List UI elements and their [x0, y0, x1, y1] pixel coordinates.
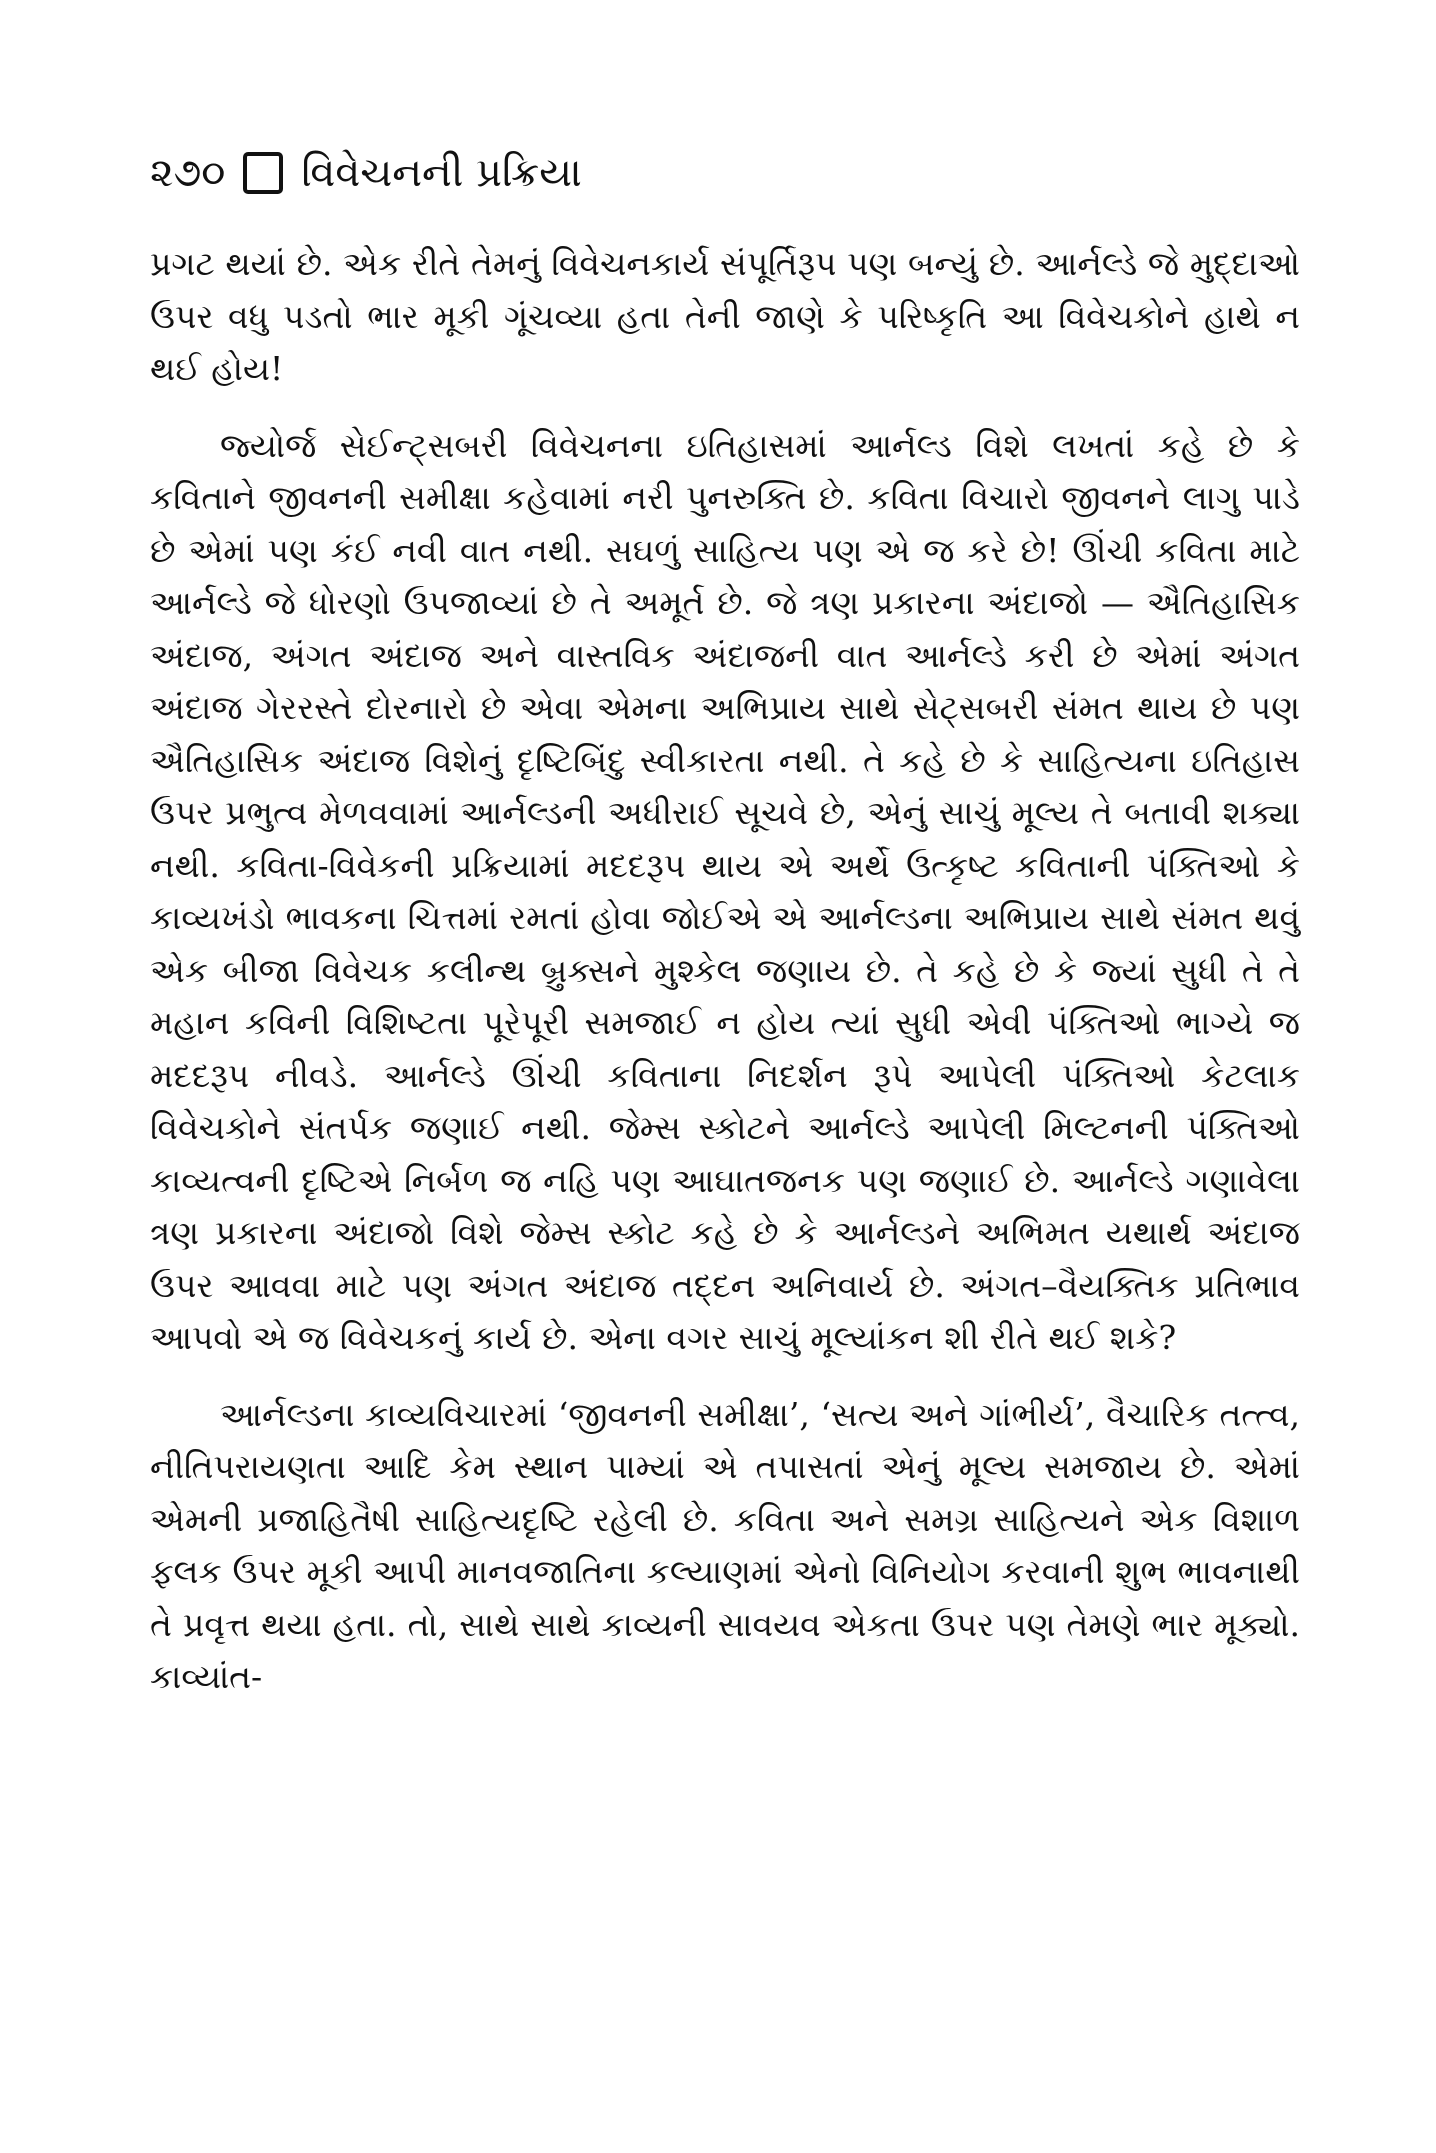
running-header	[150, 152, 582, 194]
page-number: ૨૭૦	[150, 150, 226, 196]
body-text	[150, 238, 1300, 1704]
square-ornament-icon	[243, 152, 283, 194]
running-title: વિવેચનની પ્રક્રિયા	[301, 150, 582, 196]
paragraph-saintsbury: જ્યોર્જ સેઈન્ટ્સબરી વિવેચનના ઇતિહાસમાં આર્નલ્ડ વિશે લખતાં કહે છે કે કવિતાને જીવનની સમીક્ષા કહેવામાં નરી પુનરુક્તિ છે. કવિતા વિચારો જીવનને લાગુ પાડે છે એમાં પણ કંઈ નવી વાત નથી. સઘળું સાહિત્ય પણ એ જ કરે છે! ઊંચી કવિતા માટે આર્નલ્ડે જે ધોરણો ઉપજાવ્યાં છે તે અમૂર્ત છે. જે ત્રણ પ્રકારના અંદાજો — ઐતિહાસિક અંદાજ, અંગત અંદાજ અને વાસ્તવિક અંદાજની વાત આર્નલ્ડે કરી છે એમાં અંગત અંદાજ ગેરરસ્તે દોરનારો છે એવા એમના અભિપ્રાય સાથે સેટ્સબરી સંમત થાય છે પણ ઐતિહાસિક અંદાજ વિશેનું દૃષ્ટિબિંદુ સ્વીકારતા નથી. તે કહે છે કે સાહિત્યના ઇતિહાસ ઉપર પ્રભુત્વ મેળવવામાં આર્નલ્ડની અધીરાઈ સૂચવે છે, એનું સાચું મૂલ્ય તે બતાવી શક્યા નથી. કવિતા-વિવેકની પ્રક્રિયામાં મદદરૂપ થાય એ અર્થે ઉત્કૃષ્ટ કવિતાની પંક્તિઓ કે કાવ્યખંડો ભાવકના ચિત્તમાં રમતાં હોવા જોઈએ એ આર્નલ્ડના અભિપ્રાય સાથે સંમત થવું એક બીજા વિવેચક કલીન્થ બ્રુક્સને મુશ્કેલ જણાય છે. તે કહે છે કે જ્યાં સુધી તે તે મહાન કવિની વિશિષ્ટતા પૂરેપૂરી સમજાઈ ન હોય ત્યાં સુધી એવી પંક્તિઓ ભાગ્યે જ મદદરૂપ નીવડે. આર્નલ્ડે ઊંચી કવિતાના નિદર્શન રૂપે આપેલી પંક્તિઓ કેટલાક વિવેચકોને સંતર્પક જણાઈ નથી. જેમ્સ સ્કોટને આર્નલ્ડે આપેલી મિલ્ટનની પંક્તિઓ કાવ્યત્વની દૃષ્ટિએ નિર્બળ જ નહિ પણ આઘાતજનક પણ જણાઈ છે. આર્નલ્ડે ગણાવેલા ત્રણ પ્રકારના અંદાજો વિશે જેમ્સ સ્કોટ કહે છે કે આર્નલ્ડને અભિમત યથાર્થ અંદાજ ઉપર આવવા માટે પણ અંગત અંદાજ તદ્દન અનિવાર્ય છે. અંગત–વૈયક્તિક પ્રતિભાવ આપવો એ જ વિવેચકનું કાર્ય છે. એના વગર સાચું મૂલ્યાંકન શી રીતે થઈ શકે?	[150, 425, 1300, 1357]
paragraph-continuation: પ્રગટ થયાં છે. એક રીતે તેમનું વિવેચનકાર્ય સંપૂર્તિરૂપ પણ બન્યું છે. આર્નલ્ડે જે મુદ્દાઓ ઉપર વધુ પડતો ભાર મૂકી ગૂંચવ્યા હતા તેની જાણે કે પરિષ્કૃતિ આ વિવેચકોને હાથે ન થઈ હોય!	[150, 244, 1300, 388]
paragraph-arnold-poetics: આર્નલ્ડના કાવ્યવિચારમાં ‘જીવનની સમીક્ષા’, ‘સત્ય અને ગાંભીર્ય’, વૈચારિક તત્ત્વ, નીતિપરાયણતા આદિ કેમ સ્થાન પામ્યાં એ તપાસતાં એનું મૂલ્ય સમજાય છે. એમાં એમની પ્રજાહિતૈષી સાહિત્યદૃષ્ટિ રહેલી છે. કવિતા અને સમગ્ર સાહિત્યને એક વિશાળ ફલક ઉપર મૂકી આપી માનવજાતિના કલ્યાણમાં એનો વિનિયોગ કરવાની શુભ ભાવનાથી તે પ્રવૃત્ત થયા હતા. તો, સાથે સાથે કાવ્યની સાવયવ એકતા ઉપર પણ તેમણે ભાર મૂક્યો. કાવ્યાંત-	[150, 1394, 1300, 1696]
